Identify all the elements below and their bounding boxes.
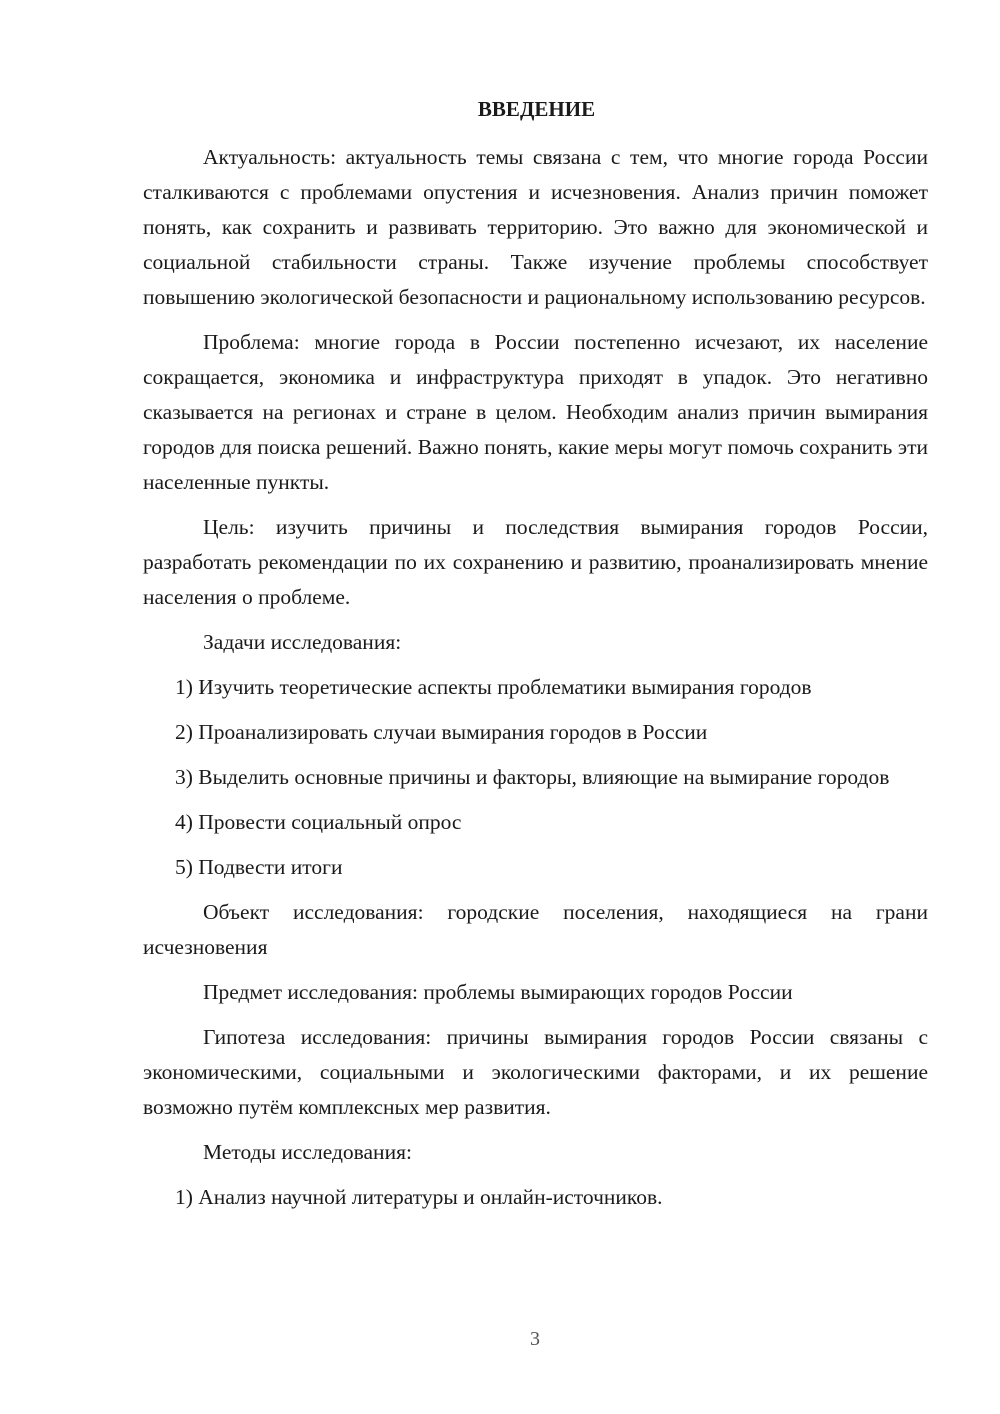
task-item-2: 2) Проанализировать случаи вымирания городов в России (175, 720, 708, 744)
relevance-paragraph: Актуальность: актуальность темы связана с тем, что многие города России сталкиваются с проблемами опустения и исчезновения. Анализ причин поможет понять, как сохранить и развивать территорию. Это важно для экономической и социальной стабильности страны. Также изучение проблемы способствует повышению экологической безопасности и рациональному использованию ресурсов. (143, 145, 928, 309)
section-title: ВВЕДЕНИЕ (477, 97, 596, 121)
object-paragraph: Объект исследования: городские поселения, находящиеся на грани исчезновения (143, 900, 928, 959)
document-page (143, 92, 928, 1225)
task-item-3: 3) Выделить основные причины и факторы, влияющие на вымирание городов (175, 765, 890, 789)
methods-heading: Методы исследования: (203, 1140, 412, 1164)
task-item-5: 5) Подвести итоги (175, 855, 343, 879)
tasks-heading: Задачи исследования: (203, 630, 402, 654)
task-item-4: 4) Провести социальный опрос (175, 810, 462, 834)
hypothesis-paragraph: Гипотеза исследования: причины вымирания городов России связаны с экономическими, социальными и экологическими факторами, и их решение возможно путём комплексных мер развития. (143, 1025, 928, 1119)
page-number: 3 (530, 1328, 540, 1350)
method-item-1: 1) Анализ научной литературы и онлайн-источников. (175, 1185, 663, 1209)
task-item-1: 1) Изучить теоретические аспекты проблематики вымирания городов (175, 675, 812, 699)
problem-paragraph: Проблема: многие города в России постепенно исчезают, их население сокращается, экономика и инфраструктура приходят в упадок. Это негативно сказывается на регионах и стране в целом. Необходим анализ причин вымирания городов для поиска решений. Важно понять, какие меры могут помочь сохранить эти населенные пункты. (143, 330, 928, 494)
subject-paragraph: Предмет исследования: проблемы вымирающих городов России (203, 980, 793, 1004)
goal-paragraph: Цель: изучить причины и последствия вымирания городов России, разработать рекомендации по их сохранению и развитию, проанализировать мнение населения о проблеме. (143, 515, 928, 609)
